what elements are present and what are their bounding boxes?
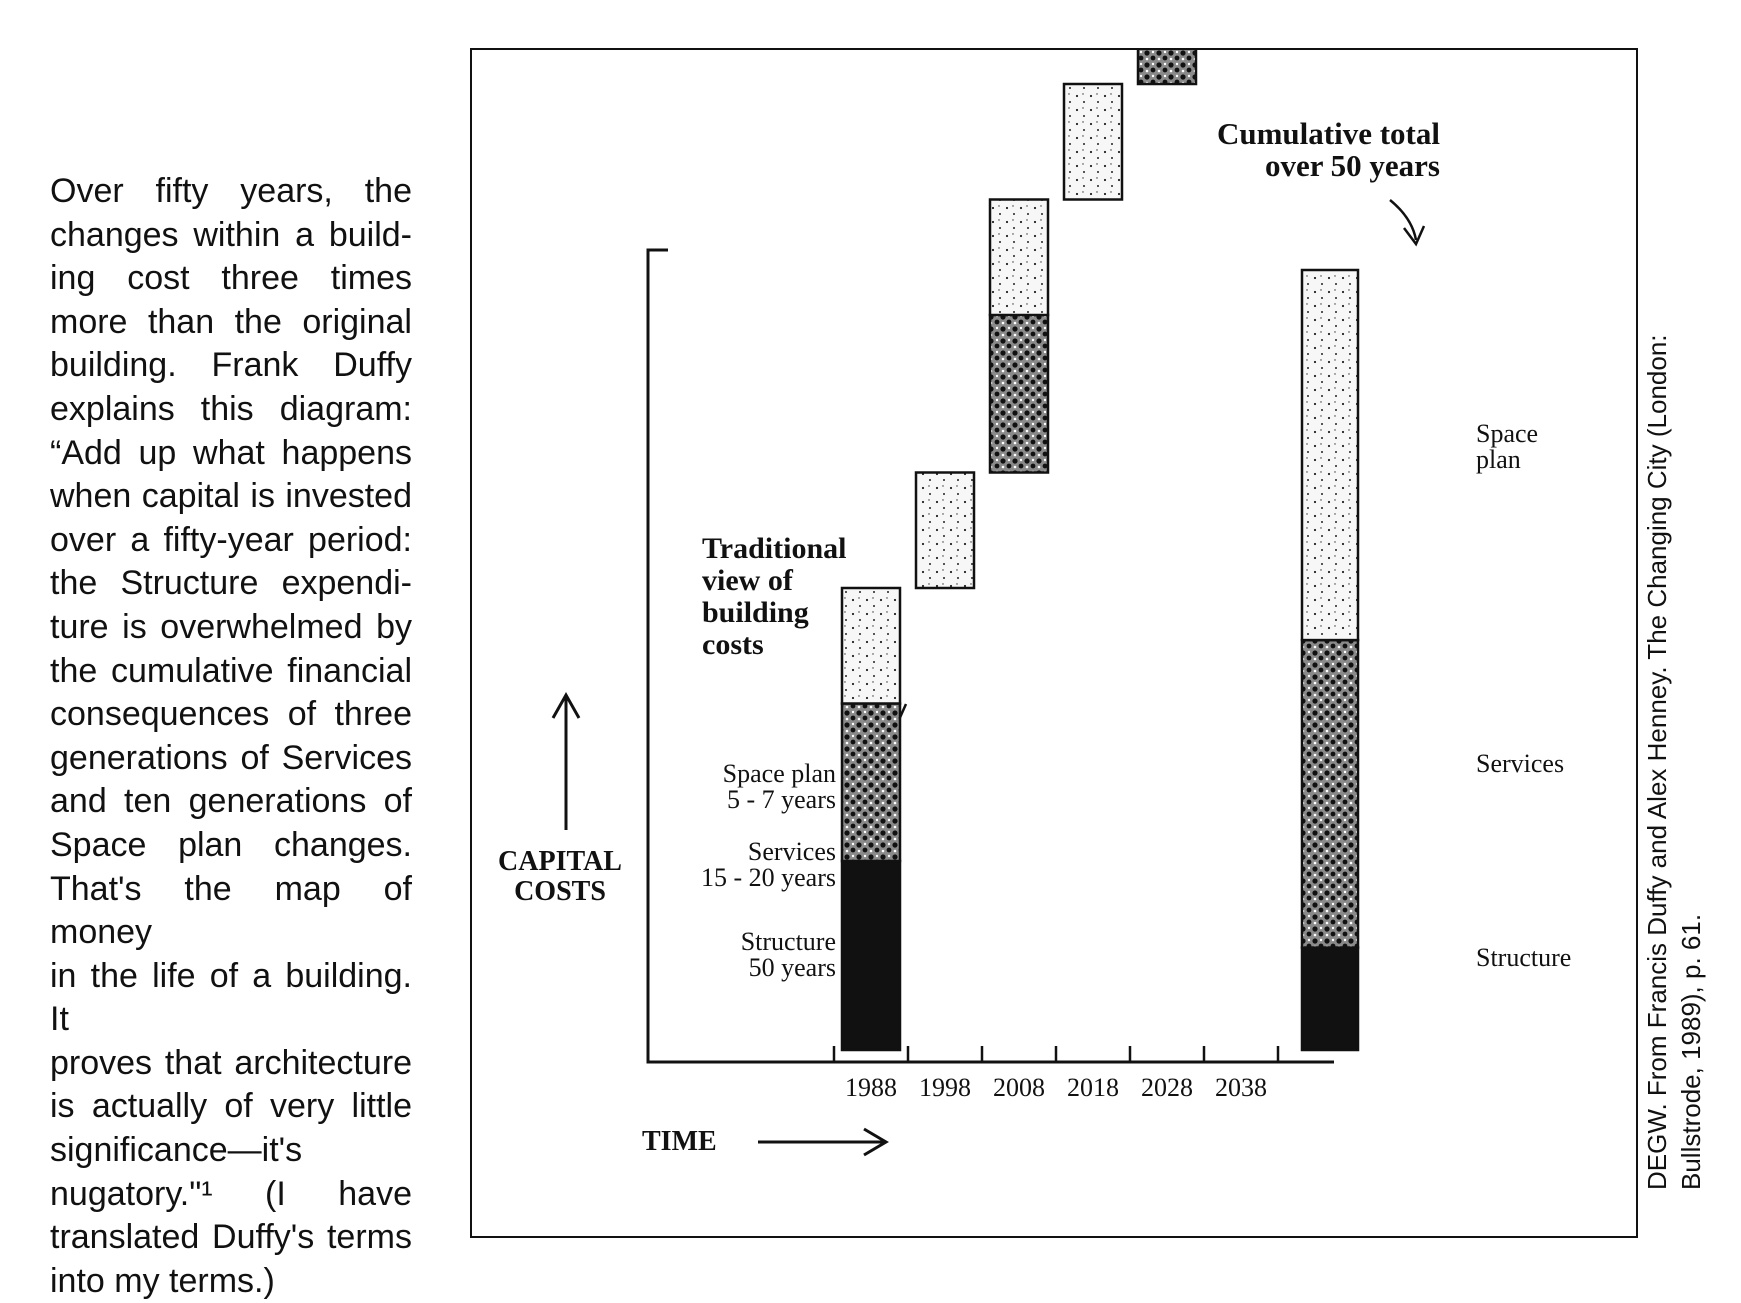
credit-line-2: Bullstrode, 1989), p. 61.	[1676, 913, 1706, 1190]
x-axis-label: TIME	[642, 1126, 717, 1157]
y-axis-label-line1: CAPITAL	[498, 846, 622, 877]
caption-line: the cumulative financial	[50, 651, 412, 690]
x-tick-label: 2038	[1215, 1073, 1267, 1102]
cumulative-total-label	[1217, 116, 1440, 244]
caption-line: into my terms.)	[50, 1261, 275, 1300]
caption-line: nugatory."¹ (I have	[50, 1174, 412, 1213]
cumulative-arrow	[1390, 200, 1416, 240]
services-label-line1: Services	[747, 837, 836, 866]
caption-line: significance—it's	[50, 1131, 303, 1170]
caption-line: Space plan changes.	[50, 825, 412, 864]
caption-line: generations of Services	[50, 738, 412, 777]
caption-line: changes within a build-	[50, 215, 412, 254]
caption-line: That's the map of money	[50, 869, 412, 952]
layer-labels	[701, 759, 836, 982]
building-cost-chart	[472, 50, 1636, 1236]
caption-line: consequences of three	[50, 695, 412, 734]
caption-line: translated Duffy's terms	[50, 1218, 412, 1257]
caption-line: in the life of a building. It	[50, 956, 412, 1039]
caption-line: and ten generations of	[50, 782, 412, 821]
cumulative-structure-label: Structure	[1476, 943, 1572, 972]
caption-line: when capital is invested	[50, 477, 412, 516]
cumulative-services-label: Services	[1476, 749, 1565, 778]
cumulative-space-plan	[1302, 270, 1358, 640]
caption-line: the Structure expendi-	[50, 564, 412, 603]
cumulative-label-line1: Cumulative total	[1216, 116, 1440, 151]
x-tick-label: 1998	[919, 1073, 971, 1102]
traditional-label-line1: Traditional	[702, 532, 847, 565]
caption-line: building. Frank Duffy	[50, 346, 412, 385]
structure-label-line1: Structure	[740, 927, 836, 956]
space-plan-label-line1: Space plan	[722, 759, 836, 788]
staircase-bars	[842, 50, 1270, 1050]
x-tick-label: 2018	[1067, 1073, 1119, 1102]
x-tick-labels	[845, 1073, 1267, 1102]
bar-2018-space-plan	[1064, 84, 1122, 200]
caption-line: “Add up what happens	[50, 433, 412, 472]
caption-text	[50, 170, 412, 1303]
caption-line: more than the original	[50, 302, 412, 341]
space-plan-label-line2: 5 - 7 years	[726, 785, 836, 814]
cumulative-space-label-line2: plan	[1476, 445, 1521, 474]
bar-1988-services	[842, 704, 900, 862]
bar-2008-services	[990, 315, 1048, 473]
y-axis-label-line2: COSTS	[514, 876, 606, 907]
cumulative-layer-labels	[1476, 419, 1571, 972]
caption-line: over a fifty-year period:	[50, 520, 412, 559]
bar-1988-space-plan	[842, 588, 900, 704]
caption-line: explains this diagram:	[50, 389, 412, 428]
credit-line-1: DEGW. From Francis Duffy and Alex Henney. The Changing City (London:	[1642, 334, 1672, 1190]
x-tick-label: 2008	[993, 1073, 1045, 1102]
traditional-label-line3: building	[702, 596, 809, 629]
traditional-label-line4: costs	[702, 628, 764, 661]
caption-line: Over fifty years, the	[50, 172, 412, 210]
cumulative-space-label-line1: Space	[1476, 419, 1539, 448]
caption-line: proves that architecture	[50, 1043, 412, 1082]
bar-1988-structure	[842, 861, 900, 1050]
bar-2008-space-plan	[990, 200, 1048, 316]
caption-line: ture is overwhelmed by	[50, 607, 412, 646]
cumulative-services	[1302, 640, 1358, 947]
bar-2028-services	[1138, 50, 1196, 84]
x-tick-label: 2028	[1141, 1073, 1193, 1102]
figure-frame	[470, 48, 1638, 1238]
bar-1998-space-plan	[916, 473, 974, 589]
cumulative-bar	[1302, 270, 1358, 1050]
structure-label-line2: 50 years	[748, 953, 836, 982]
caption-line: ing cost three times	[50, 259, 412, 298]
caption-line: is actually of very little	[50, 1087, 412, 1126]
cumulative-structure	[1302, 948, 1358, 1050]
cumulative-label-line2: over 50 years	[1264, 148, 1440, 183]
services-label-line2: 15 - 20 years	[700, 863, 836, 892]
traditional-label-line2: view of	[702, 564, 793, 597]
x-tick-label: 1988	[845, 1073, 897, 1102]
figure-credit	[1640, 300, 1708, 1190]
